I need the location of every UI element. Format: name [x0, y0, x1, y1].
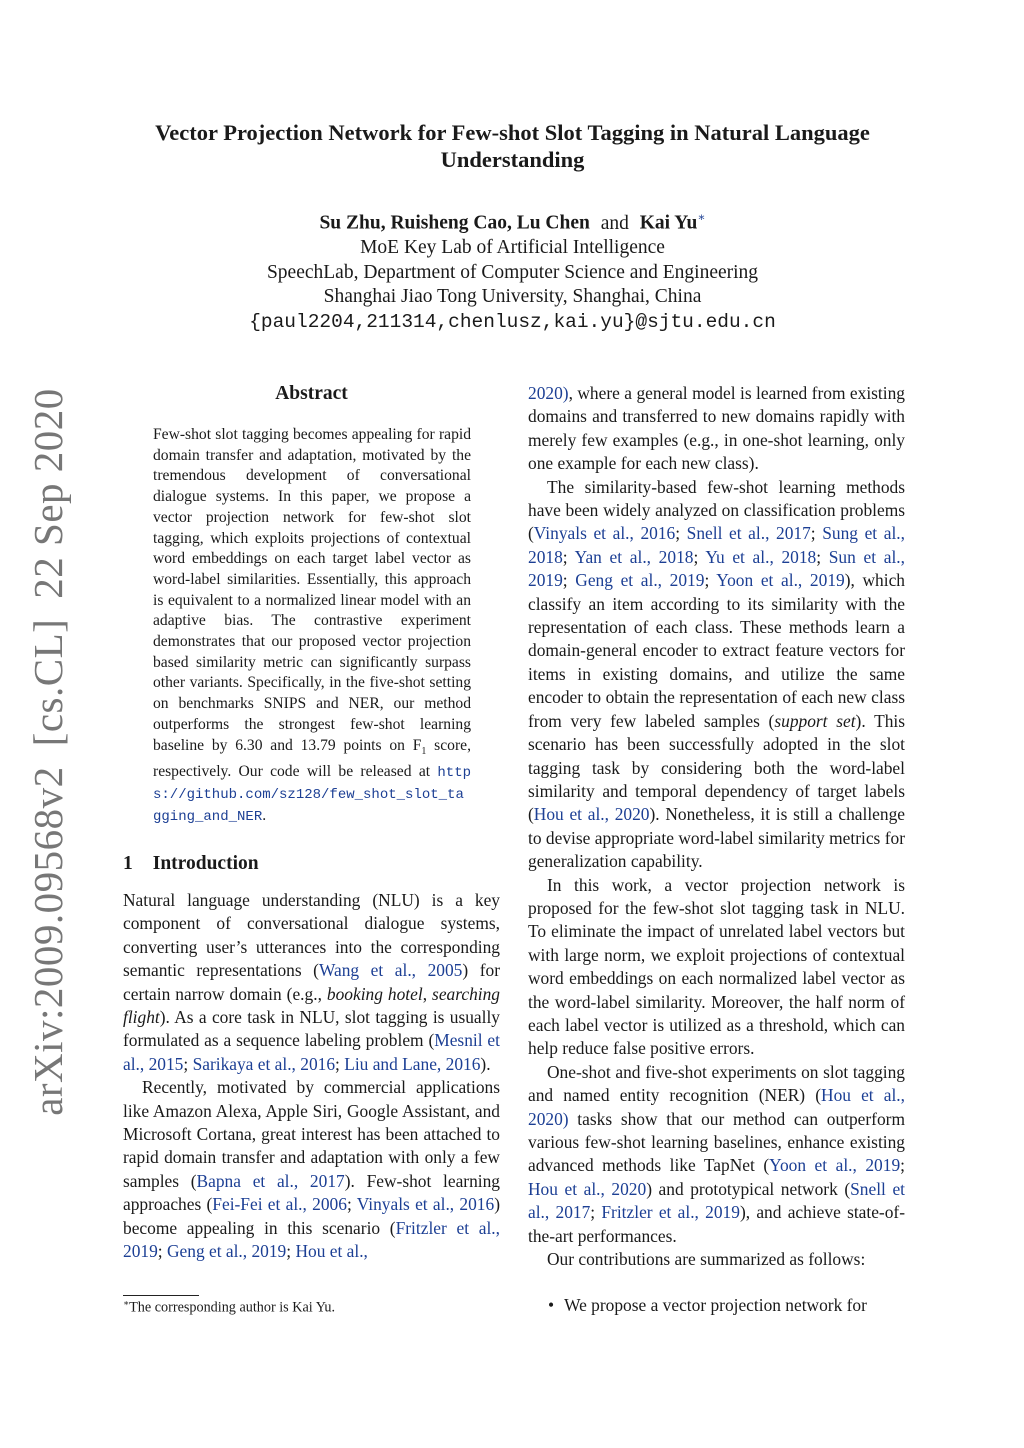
abstract-main: Few-shot slot tagging becomes appealing for rapid domain transfer and adaptation, motivated by the tremendous development of conversational dialogue systems. In this paper, we propose a vector projection network for few-shot slot tagging, which exploits projections of contextual word embeddings on each target label vector as word-label similarities. Essentially, this approach is equivalent to a normalized linear model with an adaptive bias. The contrastive experiment demonstrates that our proposed vector projection based similarity metric can significantly surpass other variants. Specifically, in the five-shot setting on benchmarks SNIPS and NER, our method outperforms the strongest few-shot learning baseline by 6.30 and 13.79 points on F	[153, 426, 471, 754]
text-run: ) and prototypical network (	[646, 1178, 851, 1199]
affiliation-1: MoE Key Lab of Artificial Intelligence	[360, 237, 665, 258]
text-run: tasks show that our method can outperform various few-shot learning baselines, enhance existing advanced methods like TapNet (	[528, 1108, 905, 1176]
paragraph-experiments	[528, 1061, 905, 1248]
text-run: Natural language understanding (NLU) is a key component of conversational dialogue systems, converting user’s utterances into the corresponding semantic representations (	[123, 890, 500, 981]
arxiv-category: [cs.CL]	[25, 618, 71, 747]
bullet-icon: •	[548, 1295, 555, 1315]
text-run: ;	[810, 523, 823, 544]
author-block	[120, 205, 905, 334]
footnote-divider	[123, 1295, 199, 1296]
paragraph-this-work: In this work, a vector projection network is proposed for the few-shot slot tagging task in NLU. To eliminate the impact of unrelated label vectors but with large norm, we exploit projections of contextual word embeddings on each normalized label vector as the word-label similarity. Moreover, the half norm of each label vector is utilized as a threshold, which can help reduce false positive errors.	[528, 874, 905, 1059]
paper-title: Vector Projection Network for Few-shot Slot Tagging in Natural Language Understanding	[155, 120, 870, 172]
text-run: ). This scenario has been successfully adopted in the slot tagging task by considering both the word-label similarity and temporal dependency of target labels (	[528, 710, 905, 825]
text-run: ,	[422, 983, 433, 1004]
text-run: Recently, motivated by commercial applications like Amazon Alexa, Apple Siri, Google Assistant, and Microsoft Cortana, great interest has been attached to rapid domain transfer and adaptation with only a few samples (	[123, 1077, 500, 1191]
text-run: ;	[590, 1202, 602, 1223]
text-run: ;	[704, 570, 717, 591]
intro-heading	[123, 853, 259, 875]
arxiv-stamp	[24, 378, 72, 1126]
text-run: ;	[286, 1241, 296, 1262]
text-run: ;	[157, 1241, 167, 1262]
arxiv-id: arXiv:2009.09568v2	[25, 766, 71, 1116]
affiliation-3: Shanghai Jiao Tong University, Shanghai, China	[323, 286, 702, 307]
citation-link[interactable]: Fritzler et al., 2019	[601, 1202, 740, 1223]
text-run: , where a general model is learned from existing domains and transferred to new domains rapidly with merely few examples (e.g., in one-shot learning, only one example for each new class).	[528, 383, 905, 474]
citation-link[interactable]: Wang et al., 2005	[318, 960, 463, 981]
text-run: ;	[335, 1053, 345, 1074]
text-run: ). Few-shot learning approaches (	[123, 1170, 501, 1215]
italic-term: support set	[774, 710, 856, 731]
footnote-mark: ∗	[123, 1298, 130, 1308]
text-run: ). As a core task in NLU, slot tagging is usually formulated as a sequence labeling problem (	[123, 1007, 500, 1051]
abstract-end: score, respectively. Our code will be released at	[153, 736, 471, 781]
text-run: ). Nonetheless, it is still a challenge to devise appropriate word-label similarity metrics for generalization capability.	[528, 804, 905, 872]
intro-paragraph-1	[123, 889, 500, 1076]
italic-term: booking hotel	[326, 983, 423, 1004]
citation-link[interactable]: Mesnil et al., 2015	[123, 1030, 500, 1074]
citation-link[interactable]: Hou et al., 2020)	[528, 1085, 905, 1129]
text-run: ) for certain narrow domain (e.g.,	[123, 960, 500, 1004]
text-run: ), and achieve state-of-the-art performances.	[528, 1202, 906, 1246]
footnote	[123, 1298, 500, 1317]
text-run: The similarity-based few-shot learning methods have been widely analyzed on classification problems (	[528, 476, 905, 544]
f1-subscript: 1	[421, 745, 427, 757]
italic-term: searching flight	[123, 983, 500, 1028]
text-run: ;	[562, 546, 575, 567]
author-line	[120, 205, 905, 236]
paragraph-similarity	[528, 476, 905, 874]
citation-link[interactable]: Hou et al., 2020	[533, 804, 650, 825]
contribution-bullet	[548, 1295, 905, 1316]
paragraph-contributions: Our contributions are summarized as follows:	[547, 1249, 866, 1270]
citation-link[interactable]: Bapna et al., 2017	[196, 1170, 345, 1191]
citation-link[interactable]: Yu et al., 2018	[705, 546, 817, 567]
intro-paragraph-2	[123, 1076, 500, 1263]
citation-link[interactable]: Sun et al., 2019	[528, 546, 905, 591]
citation-link[interactable]: Geng et al., 2019	[575, 570, 705, 591]
citation-link[interactable]: Yoon et al., 2019	[769, 1155, 901, 1176]
abstract-text	[153, 425, 471, 827]
text-run: ), which classify an item according to its similarity with the representation of each class. These methods learn a domain-general encoder to extract feature vectors for items in existing domains, and utilize the same encoder to obtain the representation of each new class from very few labeled samples (	[528, 570, 906, 731]
author-and: and	[600, 212, 629, 234]
citation-link[interactable]: Yoon et al., 2019	[716, 570, 845, 591]
author-email: {paul2204,211314,chenlusz,kai.yu}@sjtu.edu.cn	[249, 310, 776, 333]
citation-link[interactable]: Liu and Lane, 2016	[344, 1053, 481, 1074]
text-run: ) become appealing in this scenario (	[123, 1194, 500, 1238]
code-url-link[interactable]: https://github.com/sz128/few_shot_slot_tagging_and_NER	[153, 765, 471, 825]
citation-link[interactable]: Fritzler et al., 2019	[123, 1217, 500, 1262]
citation-link[interactable]: Yan et al., 2018	[574, 546, 694, 567]
text-run: ;	[562, 570, 576, 591]
citation-link[interactable]: Hou et al.,	[295, 1241, 368, 1262]
footnote-text: The corresponding author is Kai Yu.	[129, 1299, 336, 1316]
citation-link[interactable]: Geng et al., 2019	[166, 1241, 287, 1262]
citation-link[interactable]: Hou et al., 2020	[528, 1178, 647, 1199]
text-run: ;	[675, 523, 687, 544]
citation-link[interactable]: Snell et al., 2017	[528, 1178, 905, 1223]
abstract-period: .	[262, 806, 267, 824]
left-column-body	[123, 889, 500, 1264]
text-run: ;	[183, 1053, 193, 1074]
author-last: Kai Yu	[639, 212, 698, 234]
citation-link[interactable]: Sarikaya et al., 2016	[192, 1053, 336, 1074]
citation-link[interactable]: Sung et al., 2018	[528, 523, 905, 567]
bullet-text: We propose a vector projection network for	[564, 1295, 867, 1315]
paragraph-continued	[528, 382, 905, 476]
section-number: 1	[123, 853, 133, 874]
citation-link[interactable]: Vinyals et al., 2016	[533, 523, 676, 544]
text-run: ;	[816, 546, 829, 567]
text-run: One-shot and five-shot experiments on slot tagging and named entity recognition (NER) (	[528, 1061, 905, 1106]
text-run: ).	[480, 1053, 491, 1074]
arxiv-date: 22 Sep 2020	[25, 388, 71, 599]
citation-link[interactable]: Snell et al., 2017	[686, 523, 811, 544]
citation-link[interactable]: Fei-Fei et al., 2006	[212, 1194, 347, 1215]
section-title: Introduction	[152, 853, 259, 874]
footnote-mark[interactable]: ∗	[697, 210, 706, 224]
affiliation-2: SpeechLab, Department of Computer Science and Engineering	[266, 261, 759, 283]
text-run: ;	[900, 1155, 905, 1176]
citation-link[interactable]: 2020)	[528, 383, 569, 403]
abstract-heading: Abstract	[275, 383, 348, 404]
right-column-body	[528, 382, 905, 1271]
text-run: ;	[346, 1194, 357, 1215]
author-names: Su Zhu, Ruisheng Cao, Lu Chen	[319, 212, 590, 234]
citation-link[interactable]: Vinyals et al., 2016	[356, 1194, 495, 1215]
text-run: ;	[693, 546, 706, 567]
